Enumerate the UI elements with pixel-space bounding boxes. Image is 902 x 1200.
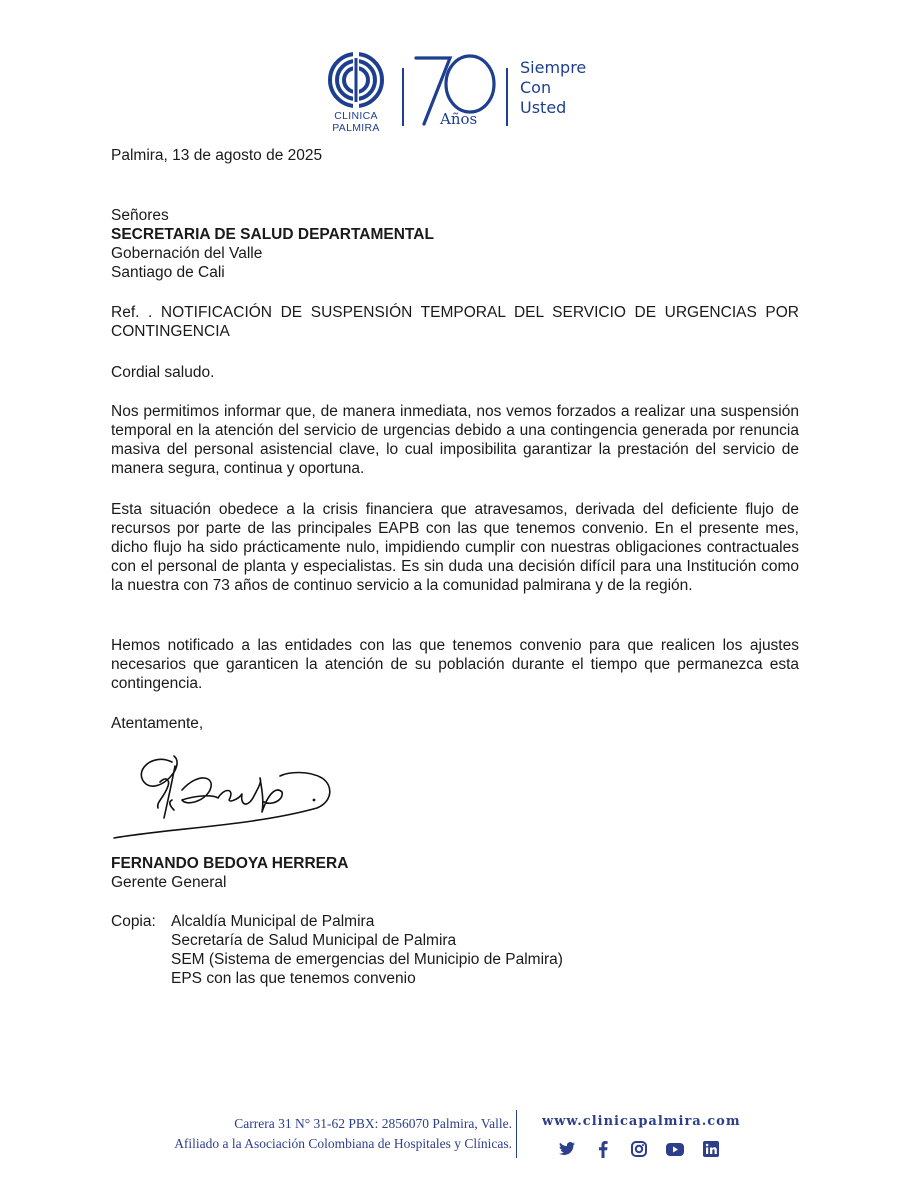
signer-title: Gerente General (111, 874, 227, 891)
addressee-block (111, 206, 799, 282)
addressee-city: Santiago de Cali (111, 264, 225, 281)
addressee-line: Gobernación del Valle (111, 245, 263, 262)
footer-affiliation: Afiliado a la Asociación Colombiana de Hospitales y Clínicas. (174, 1136, 512, 1151)
logo-clinic-name: CLINICA PALMIRA (332, 110, 380, 134)
letter-greeting: Cordial saludo. (111, 364, 215, 381)
letter-reference: Ref. . NOTIFICACIÓN DE SUSPENSIÓN TEMPORAL DEL SERVICIO DE URGENCIAS POR CONTINGENCIA (111, 304, 799, 340)
facebook-icon[interactable] (592, 1138, 614, 1160)
letterhead-logo (318, 38, 608, 138)
letter-closing: Atentamente, (111, 715, 204, 732)
copy-entry: Alcaldía Municipal de Palmira (171, 913, 375, 930)
addressee-organization: SECRETARIA DE SALUD DEPARTAMENTAL (111, 226, 434, 243)
twitter-icon[interactable] (556, 1138, 578, 1160)
signer-name: FERNANDO BEDOYA HERRERA (111, 855, 349, 872)
body-paragraph: Esta situación obedece a la crisis financiera que atravesamos, derivada del deficiente flujo de recursos por parte de las principales EAPB con las que tenemos convenio. En el presente mes, dicho flujo ha sido prácticamente nulo, impidiendo cumplir con nuestras obligaciones contractuales con el personal de planta y especialistas. Es sin duda una decisión difícil para una Institución como la nuestra con 73 años de continuo servicio a la comunidad palmirana y de la región. (111, 501, 799, 594)
handwritten-signature (112, 742, 342, 842)
instagram-icon[interactable] (628, 1138, 650, 1160)
logo-divider (506, 68, 508, 126)
copy-entry: Secretaría de Salud Municipal de Palmira (171, 932, 457, 949)
letter-date: Palmira, 13 de agosto de 2025 (111, 147, 323, 164)
copy-list (111, 912, 799, 988)
body-paragraph: Nos permitimos informar que, de manera inmediata, nos vemos forzados a realizar una suspensión temporal en la atención del servicio de urgencias debido a una contingencia generada por renuncia masiva del personal asistencial clave, lo cual imposibilita garantizar la prestación del servicio de manera segura, continua y oportuna. (111, 403, 799, 477)
logo-divider (402, 68, 404, 126)
social-links (556, 1138, 722, 1160)
copy-entry: EPS con las que tenemos convenio (171, 970, 416, 987)
signer-block (111, 854, 799, 892)
anniversary-anos-text: Años (440, 110, 478, 128)
clinic-emblem-icon (328, 52, 384, 108)
copy-label: Copia: (111, 913, 156, 930)
linkedin-icon[interactable] (700, 1138, 722, 1160)
copy-entry: SEM (Sistema de emergencias del Municipio de Palmira) (171, 951, 563, 968)
footer-address: Carrera 31 N° 31-62 PBX: 2856070 Palmira, Valle. (234, 1116, 512, 1131)
footer-divider (516, 1110, 517, 1158)
footer-website-link[interactable]: www.clinicapalmira.com (542, 1114, 741, 1129)
youtube-icon[interactable] (664, 1138, 686, 1160)
logo-slogan: Siempre Con Usted (520, 58, 587, 117)
body-paragraph: Hemos notificado a las entidades con las que tenemos convenio para que realicen los ajustes necesarios que garanticen la atención de su población durante el tiempo que permanezca esta contingencia. (111, 637, 799, 692)
addressee-salutation: Señores (111, 207, 169, 224)
footer-address-block (174, 1114, 512, 1154)
